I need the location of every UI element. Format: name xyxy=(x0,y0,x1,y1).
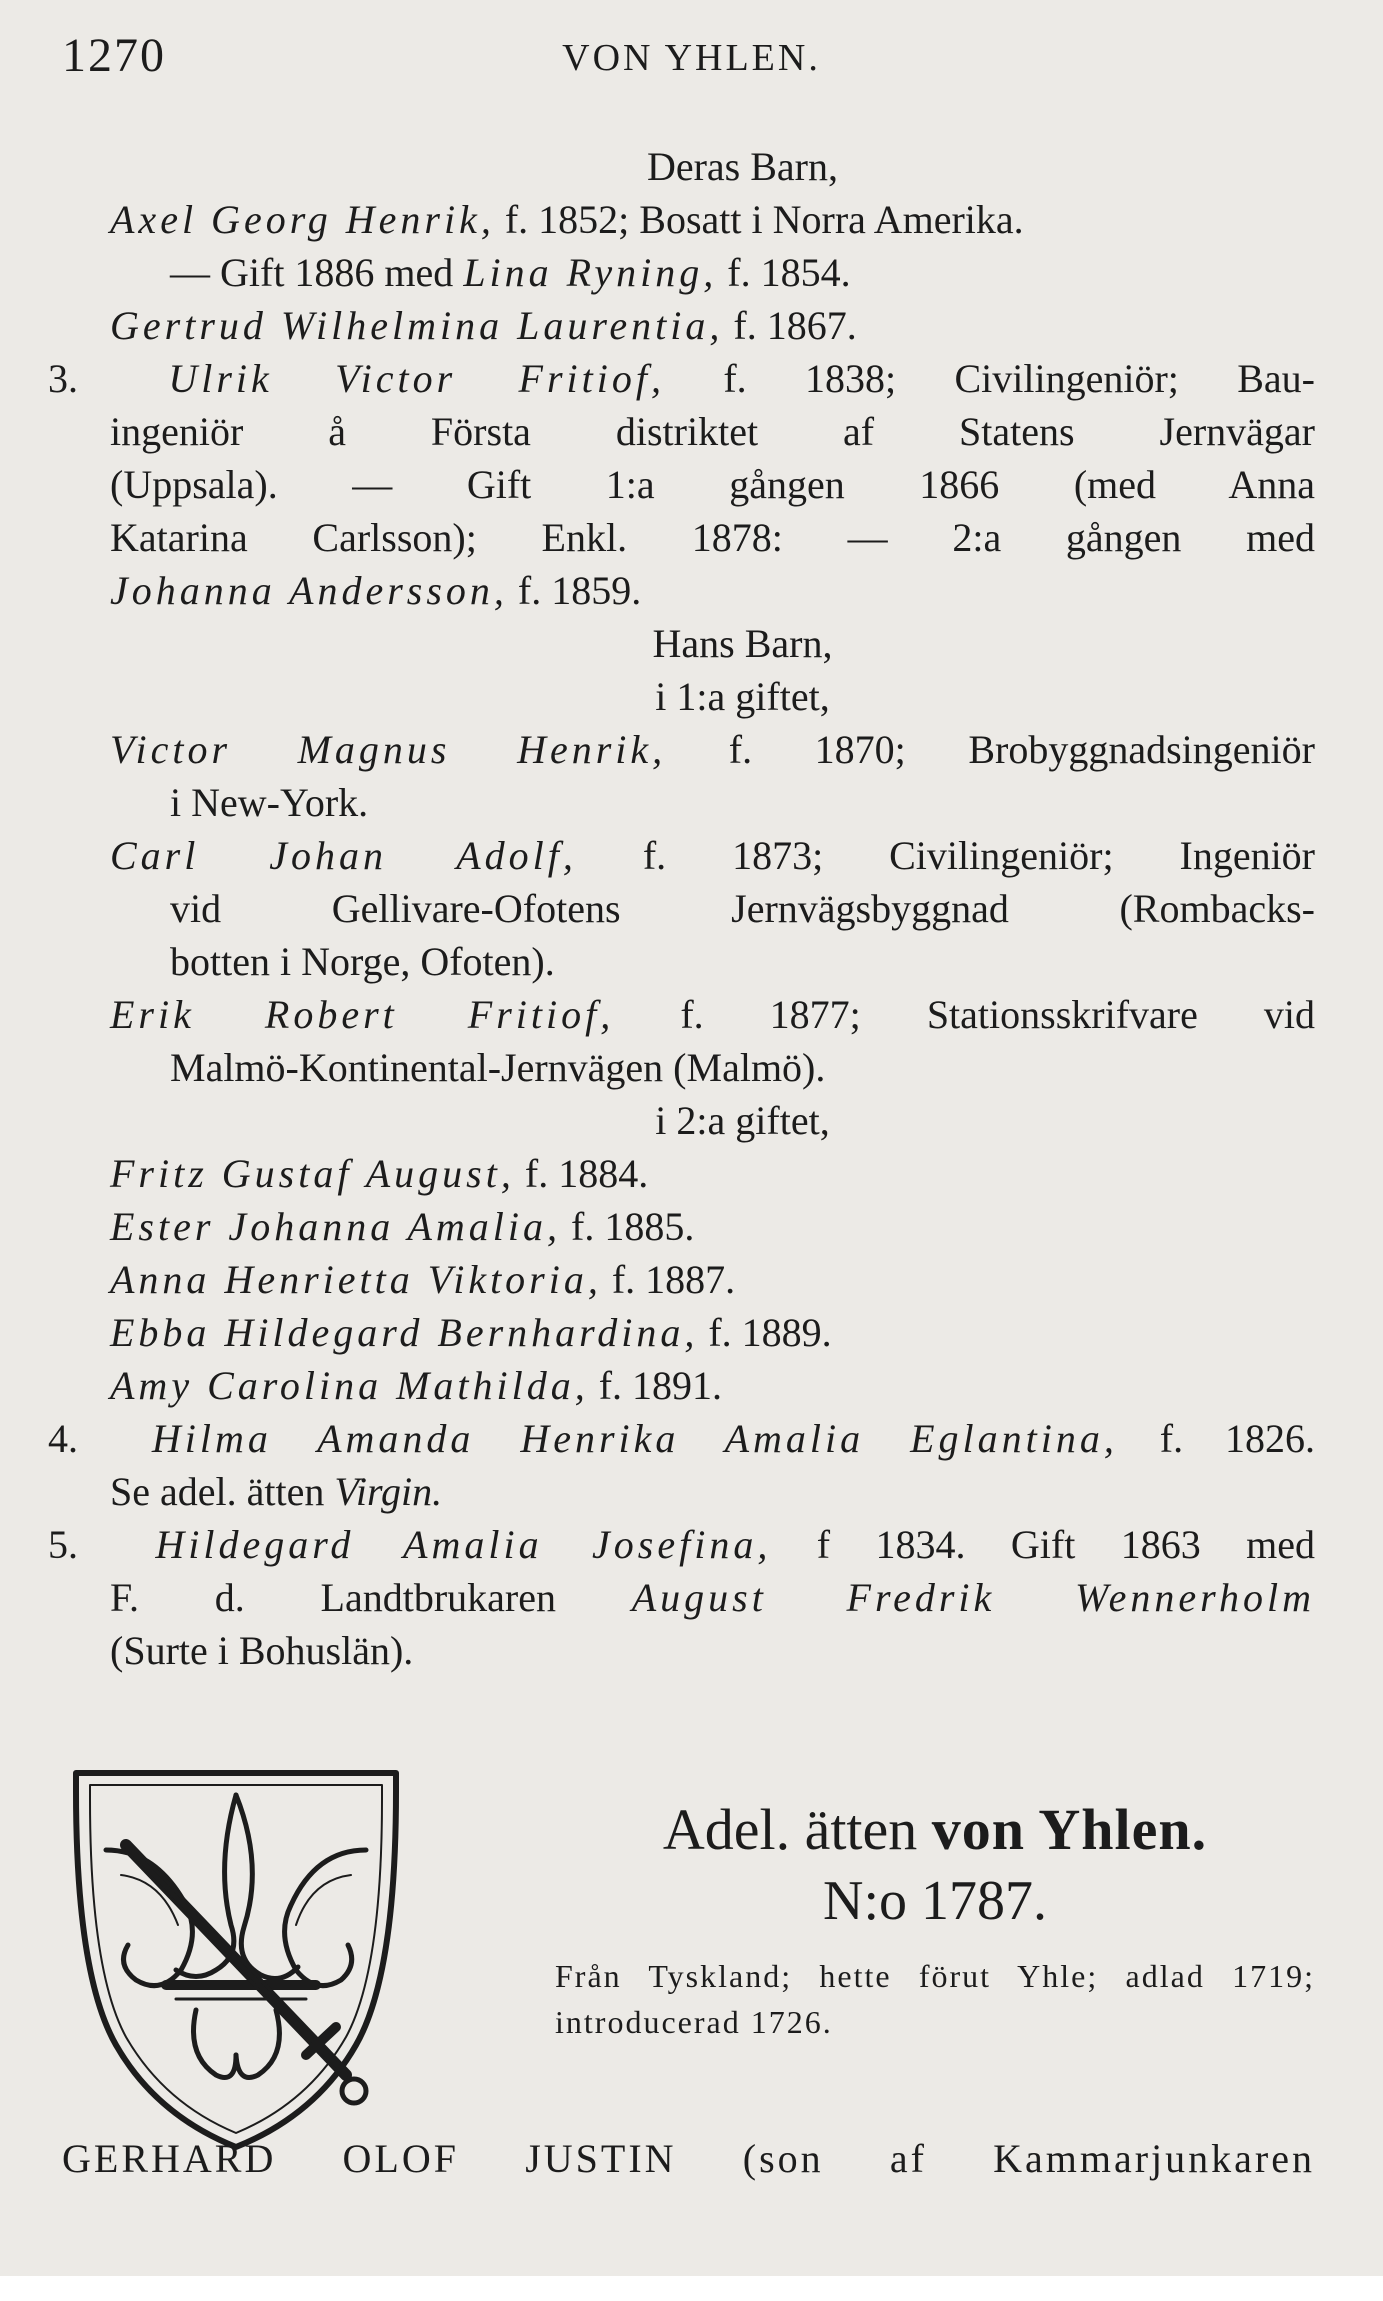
person-name: Ulrik Victor Fritiof, xyxy=(168,356,665,401)
entry-text: f. 1870; Brobyggnadsingeniör xyxy=(728,727,1315,772)
entry-ester xyxy=(110,1200,1315,1253)
entry-text: f. 1873; Civilingeniör; Ingeniör xyxy=(642,833,1315,878)
person-name: Gertrud Wilhelmina Laurentia, xyxy=(110,303,724,348)
page-number: 1270 xyxy=(62,29,166,82)
family-title-name: von Yhlen. xyxy=(931,1797,1208,1862)
entry-text: f. 1826. xyxy=(1159,1416,1315,1461)
page-header xyxy=(62,28,1321,88)
entry-text: Se adel. ätten xyxy=(110,1469,325,1514)
person-name: Ester Johanna Amalia, xyxy=(110,1204,562,1249)
entry-text: F. d. Landtbrukaren xyxy=(110,1575,556,1620)
entry-ebba xyxy=(110,1306,1315,1359)
person-name: Axel Georg Henrik, xyxy=(110,197,495,242)
family-origin: Från Tyskland; hette förut Yhle; adlad 1719; introducerad 1726. xyxy=(555,1958,1315,2040)
entry-erik xyxy=(110,988,1315,1041)
person-name: Hildegard Amalia Josefina, xyxy=(155,1522,772,1567)
person-name: Fritz Gustaf August, xyxy=(110,1151,515,1196)
entry-anna xyxy=(110,1253,1315,1306)
continuation-line: GERHARD OLOF JUSTIN (son af Kammarjunkaren xyxy=(62,2136,1315,2181)
entry-ulrik xyxy=(48,352,1316,405)
person-name: Amy Carolina Mathilda, xyxy=(110,1363,589,1408)
entry-text-line: Malmö-Kontinental-Jernvägen (Malmö). xyxy=(170,1045,826,1090)
person-name: Erik Robert Fritiof, xyxy=(110,992,615,1037)
scan-margin xyxy=(0,2276,1383,2301)
family-title xyxy=(555,1795,1315,1865)
fleur-de-lis-with-sword-shield-icon xyxy=(66,1755,406,2155)
person-name: Ebba Hildegard Bernhardina, xyxy=(110,1310,699,1355)
entry-text: f. 1859. xyxy=(517,568,642,613)
entry-gertrud xyxy=(110,299,1315,352)
person-name: Carl Johan Adolf, xyxy=(110,833,577,878)
family-number: N:o 1787. xyxy=(823,1870,1047,1932)
children-heading: Hans Barn, xyxy=(652,621,833,666)
entry-hilma xyxy=(48,1412,1315,1465)
entry-text: f. 1891. xyxy=(598,1363,723,1408)
entry-hildegard-cont xyxy=(110,1571,1315,1624)
entry-text: f. 1884. xyxy=(524,1151,649,1196)
person-name: Lina Ryning, xyxy=(463,250,718,295)
children-heading: Deras Barn, xyxy=(646,144,839,189)
running-title: VON YHLEN. xyxy=(562,37,821,79)
entry-amy xyxy=(110,1359,1315,1412)
person-name: August Fredrik Wennerholm xyxy=(631,1575,1315,1620)
entry-text-line: ingeniör å Första distriktet af Statens Jernvägar xyxy=(110,409,1315,454)
person-name: Hilma Amanda Henrika Amalia Eglantina, xyxy=(151,1416,1118,1461)
entry-number: 5. xyxy=(48,1522,78,1567)
person-name: Johanna Andersson, xyxy=(110,568,508,613)
entry-carl xyxy=(110,829,1315,882)
entry-text-line: botten i Norge, Ofoten). xyxy=(170,939,555,984)
entry-text: f. 1877; Stationsskrifvare vid xyxy=(680,992,1316,1037)
entry-text-line: i New-York. xyxy=(170,780,369,825)
entry-text: f 1834. Gift 1863 med xyxy=(816,1522,1316,1567)
entry-johanna xyxy=(110,564,1315,617)
marriage-heading: i 1:a giftet, xyxy=(655,674,830,719)
entry-text: f. 1889. xyxy=(708,1310,832,1355)
entry-text: f. 1867. xyxy=(733,303,857,348)
marriage-heading: i 2:a giftet, xyxy=(655,1098,830,1143)
entry-text: f. 1887. xyxy=(611,1257,736,1302)
entry-text: — Gift 1886 med xyxy=(170,250,454,295)
entry-hilma-cont xyxy=(110,1465,1315,1518)
entry-text: f. 1852; Bosatt i Norra Amerika. xyxy=(504,197,1024,242)
entry-hildegard xyxy=(48,1518,1316,1571)
entry-text: f. 1885. xyxy=(571,1204,695,1249)
entry-text: f. 1838; Civilingeniör; Bau- xyxy=(723,356,1316,401)
entry-text-line: vid Gellivare-Ofotens Jernvägsbyggnad (Rombacks- xyxy=(170,886,1315,931)
entry-text-line: (Surte i Bohuslän). xyxy=(110,1628,414,1673)
family-title-prefix: Adel. ätten xyxy=(662,1797,918,1862)
entry-text-line: (Uppsala). — Gift 1:a gången 1866 (med Anna xyxy=(110,462,1315,507)
entry-text: f. 1854. xyxy=(727,250,851,295)
entry-fritz xyxy=(110,1147,1315,1200)
person-name: Anna Henrietta Viktoria, xyxy=(110,1257,602,1302)
entry-axel xyxy=(110,193,1315,246)
family-heading-block xyxy=(555,1795,1315,2045)
person-name: Virgin. xyxy=(334,1469,443,1514)
genealogy-entries xyxy=(48,140,1316,1677)
entry-number: 4. xyxy=(48,1416,78,1461)
entry-victor xyxy=(110,723,1315,776)
entry-text-line: Katarina Carlsson); Enkl. 1878: — 2:a gången med xyxy=(110,515,1315,560)
entry-axel-cont xyxy=(110,246,1315,299)
person-name: Victor Magnus Henrik, xyxy=(110,727,667,772)
entry-number: 3. xyxy=(48,356,78,401)
